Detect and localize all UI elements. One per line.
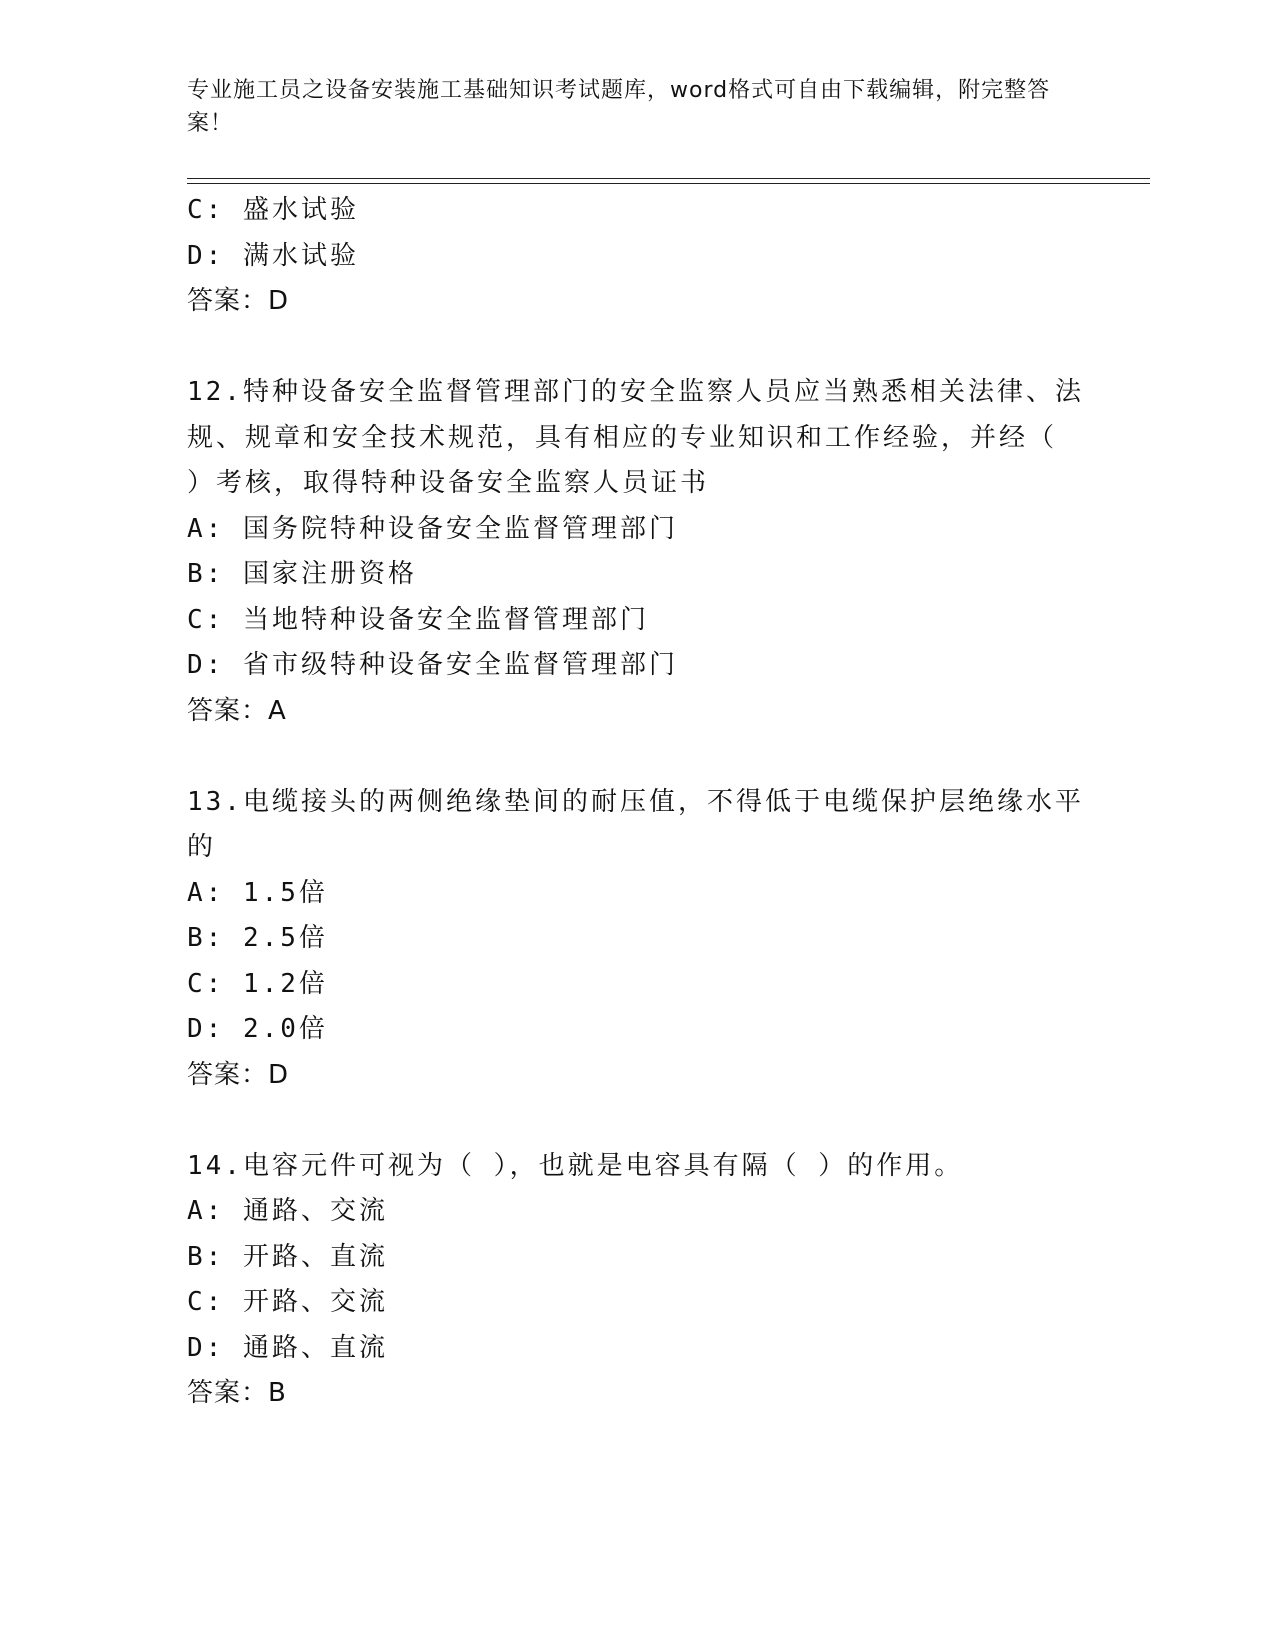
spacer	[187, 325, 1087, 371]
q12-answer: 答案：A	[187, 695, 287, 726]
q12-option-b: B: 国家注册资格	[187, 559, 417, 589]
q14-option-b: B: 开路、直流	[187, 1241, 388, 1272]
q13-option-b: B: 2.5倍	[187, 923, 328, 953]
header-divider-top	[187, 178, 1150, 179]
question-content	[187, 188, 1087, 1417]
q14-question: 14.电容元件可视为（ ），也就是电容具有隔（ ）的作用。	[187, 1150, 964, 1181]
q13-option-a: A: 1.5倍	[187, 877, 328, 908]
q13-question: 13.电缆接头的两侧绝缘垫间的耐压值，不得低于电缆保护层绝缘水平的	[187, 786, 1084, 862]
q12-option-c: C: 当地特种设备安全监督管理部门	[187, 604, 649, 635]
q12-option-a: A: 国务院特种设备安全监督管理部门	[187, 513, 678, 544]
q12-option-d: D: 省市级特种设备安全监督管理部门	[187, 650, 678, 680]
q13-answer: 答案：D	[187, 1059, 290, 1090]
document-header: 专业施工员之设备安装施工基础知识考试题库，word格式可自由下载编辑，附完整答案！	[187, 78, 1051, 136]
q14-option-c: C: 开路、交流	[187, 1287, 388, 1317]
q11-answer: 答案：D	[187, 286, 290, 316]
spacer	[187, 1098, 1087, 1144]
header-divider-bottom	[187, 183, 1150, 184]
q11-option-d: D: 满水试验	[187, 240, 359, 271]
spacer	[187, 734, 1087, 780]
q14-option-d: D: 通路、直流	[187, 1332, 388, 1363]
q12-question: 12.特种设备安全监督管理部门的安全监察人员应当熟悉相关法律、法规、规章和安全技术规范，具有相应的专业知识和工作经验，并经（ ）考核，取得特种设备安全监察人员证书	[187, 377, 1084, 498]
q13-option-c: C: 1.2倍	[187, 968, 328, 999]
q14-option-a: A: 通路、交流	[187, 1196, 388, 1226]
q11-option-c: C: 盛水试验	[187, 195, 359, 225]
q13-option-d: D: 2.0倍	[187, 1014, 328, 1044]
q14-answer: 答案：B	[187, 1378, 287, 1408]
